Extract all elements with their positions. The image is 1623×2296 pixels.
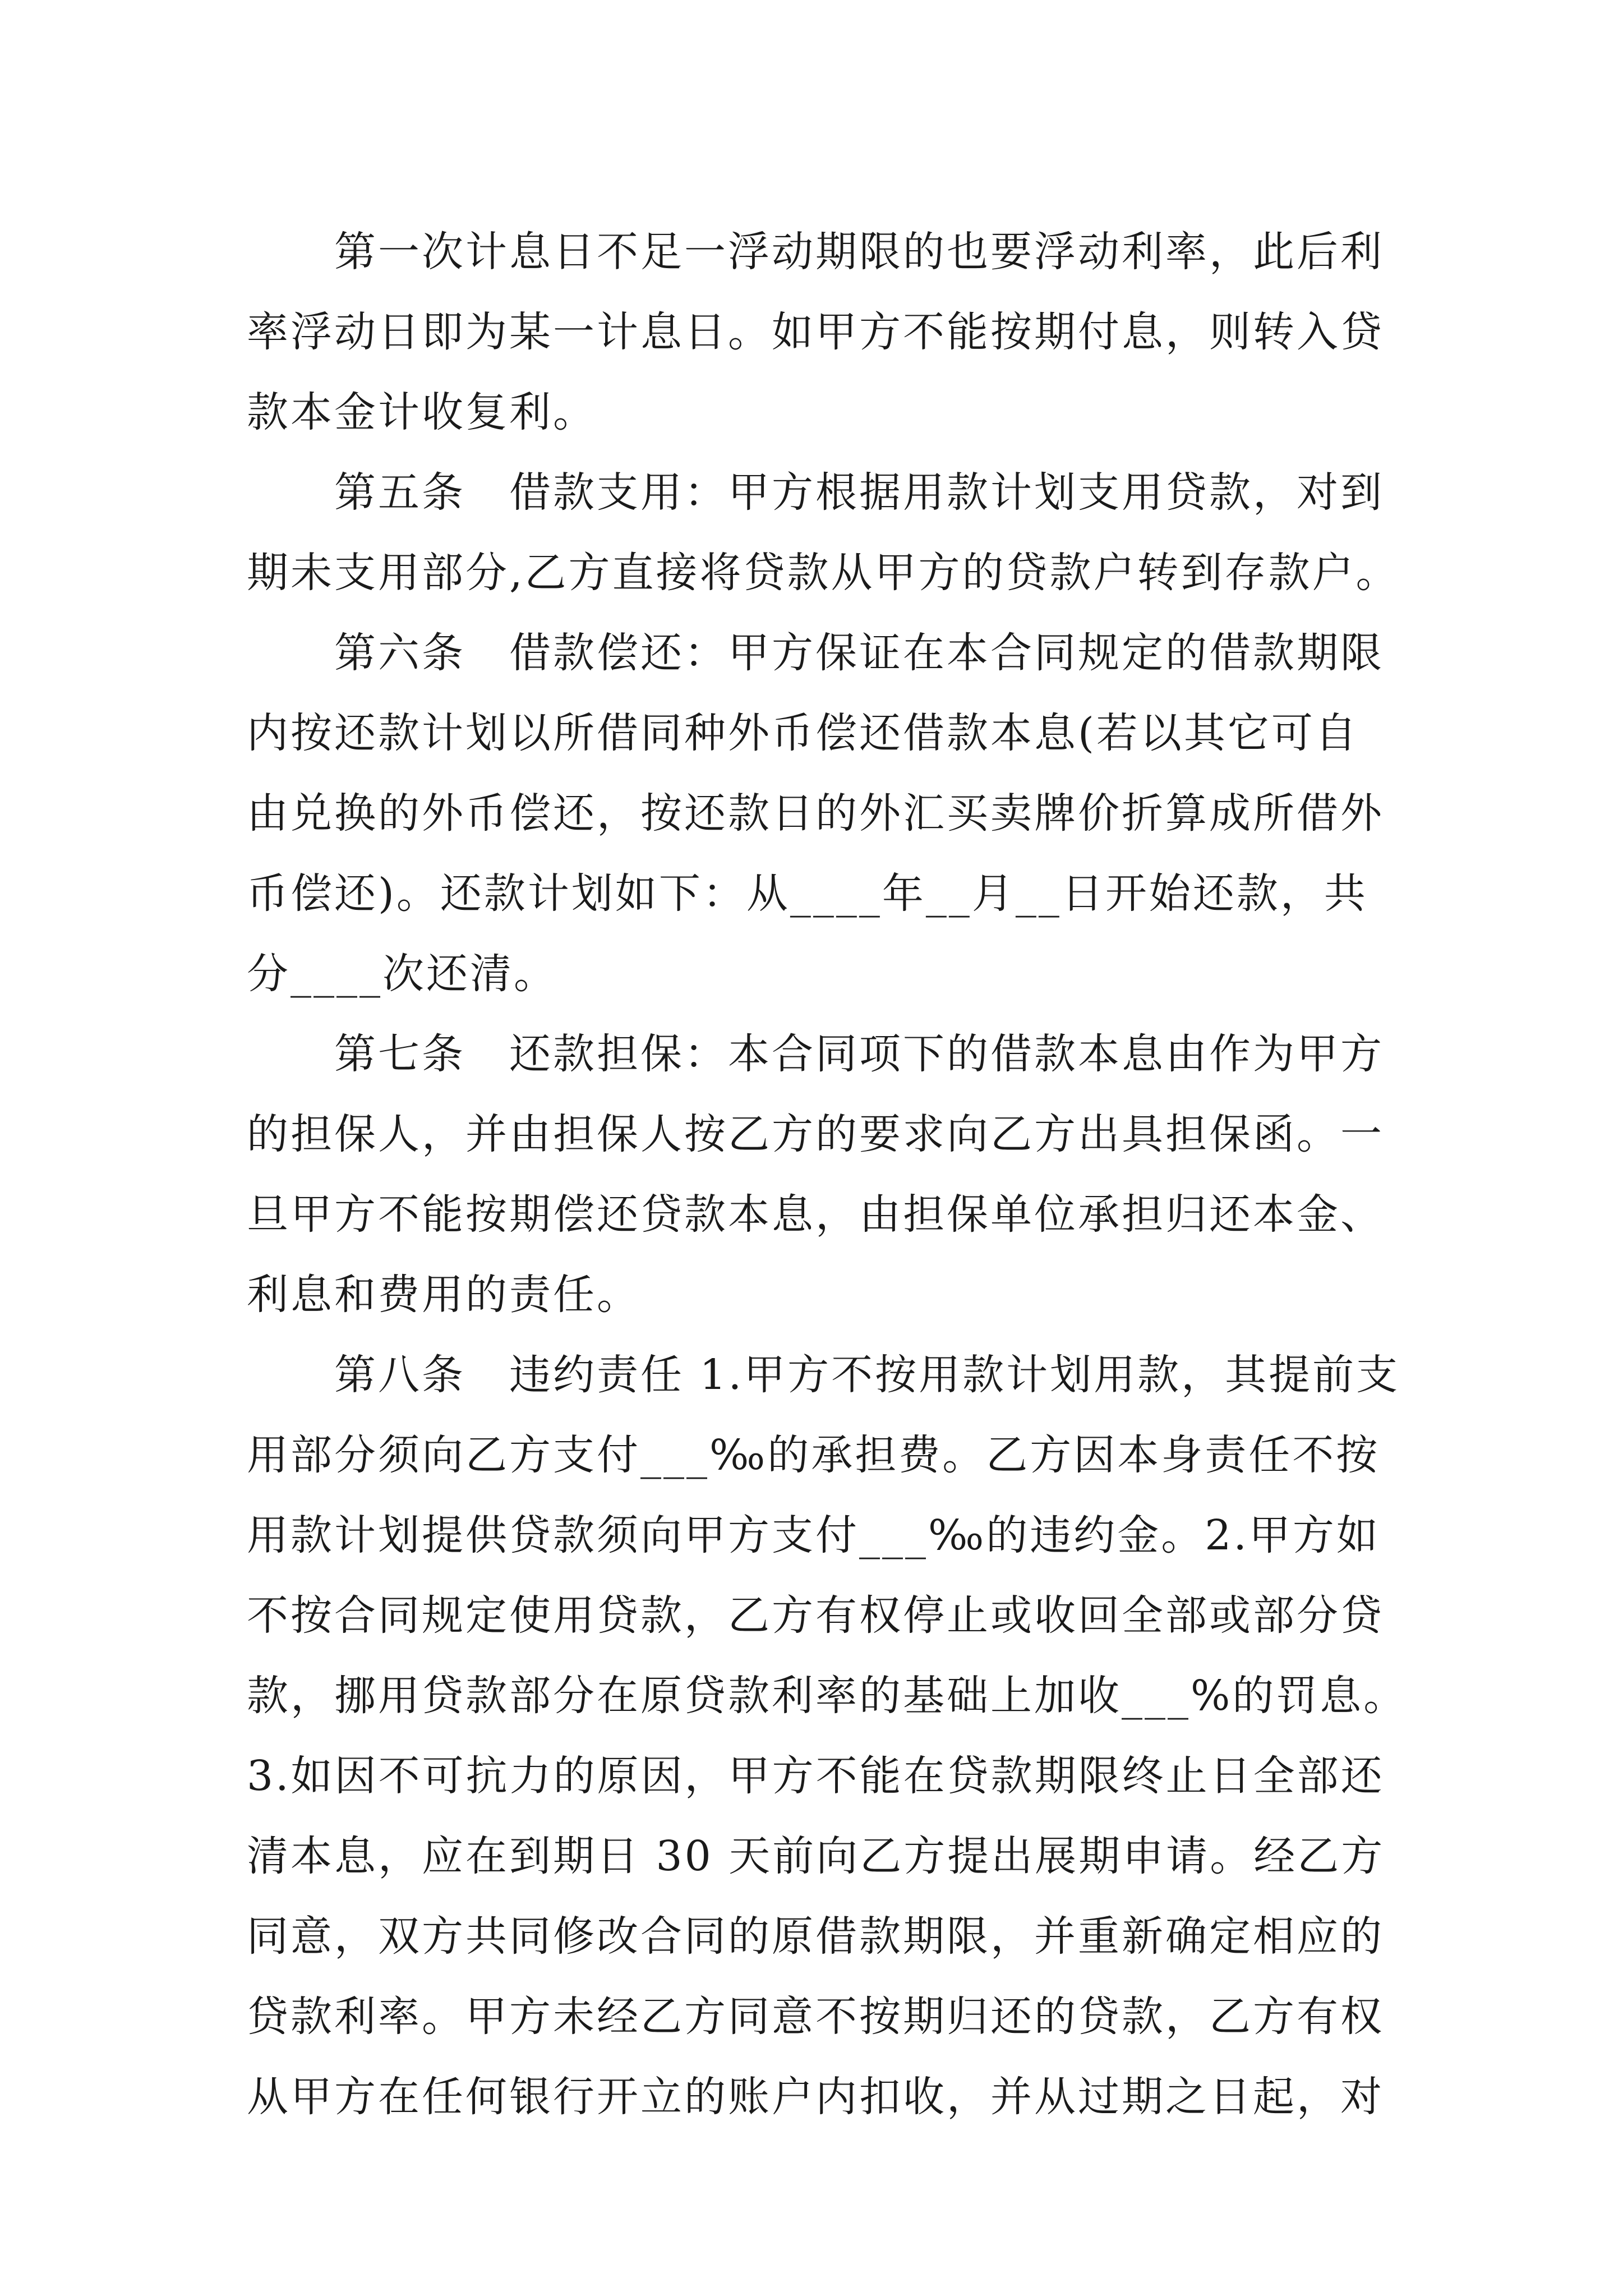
- text-line: 期未支用部分,乙方直接将贷款从甲方的贷款户转到存款户。: [247, 549, 1400, 597]
- text-line: 的担保人，并由担保人按乙方的要求向乙方出具担保函。一: [247, 1110, 1384, 1158]
- contract-text: [247, 212, 1408, 2137]
- paragraph-interest-floating: [247, 212, 1384, 453]
- text-line: 清本息，应在到期日 30 天前向乙方提出展期申请。经乙方: [247, 1832, 1385, 1880]
- text-line: 内按还款计划以所借同种外币偿还借款本息(若以其它可自: [247, 709, 1359, 757]
- text-line: 分____次还清。: [247, 950, 557, 998]
- text-line: 利息和费用的责任。: [247, 1271, 640, 1319]
- text-line: 贷款利率。甲方未经乙方同意不按期归还的贷款，乙方有权: [247, 1993, 1384, 2041]
- paragraph-article-6: [247, 613, 1384, 1014]
- text-line: 3.如因不可抗力的原因，甲方不能在贷款期限终止日全部还: [247, 1752, 1385, 1800]
- text-line: 币偿还)。还款计划如下：从____年__月__日开始还款，共: [247, 869, 1368, 918]
- text-line: 第六条 借款偿还：甲方保证在本合同规定的借款期限: [334, 629, 1384, 677]
- text-line: 用部分须向乙方支付___‰的承担费。乙方因本身责任不按: [247, 1431, 1380, 1479]
- text-line: 不按合同规定使用贷款，乙方有权停止或收回全部或部分贷: [247, 1591, 1384, 1640]
- paragraph-article-7: [247, 1014, 1384, 1335]
- text-line: 款本金计收复利。: [247, 388, 597, 436]
- text-line: 第八条 违约责任 1.甲方不按用款计划用款，其提前支: [334, 1351, 1400, 1399]
- text-line: 第一次计息日不足一浮动期限的也要浮动利率，此后利: [334, 228, 1384, 276]
- text-line: 第七条 还款担保：本合同项下的借款本息由作为甲方: [334, 1030, 1384, 1078]
- text-line: 同意，双方共同修改合同的原借款期限，并重新确定相应的: [247, 1912, 1384, 1961]
- paragraph-article-8: [247, 1335, 1408, 2137]
- text-line: 用款计划提供贷款须向甲方支付___‰的违约金。2.甲方如: [247, 1511, 1380, 1559]
- paragraph-article-5: [247, 453, 1400, 613]
- text-line: 第五条 借款支用：甲方根据用款计划支用贷款，对到: [334, 468, 1384, 517]
- text-line: 率浮动日即为某一计息日。如甲方不能按期付息，则转入贷: [247, 308, 1384, 356]
- text-line: 从甲方在任何银行开立的账户内扣收，并从过期之日起，对: [247, 2073, 1384, 2121]
- text-line: 旦甲方不能按期偿还贷款本息，由担保单位承担归还本金、: [247, 1190, 1384, 1239]
- text-line: 款，挪用贷款部分在原贷款利率的基础上加收___%的罚息。: [247, 1672, 1408, 1720]
- text-line: 由兑换的外币偿还，按还款日的外汇买卖牌价折算成所借外: [247, 789, 1384, 838]
